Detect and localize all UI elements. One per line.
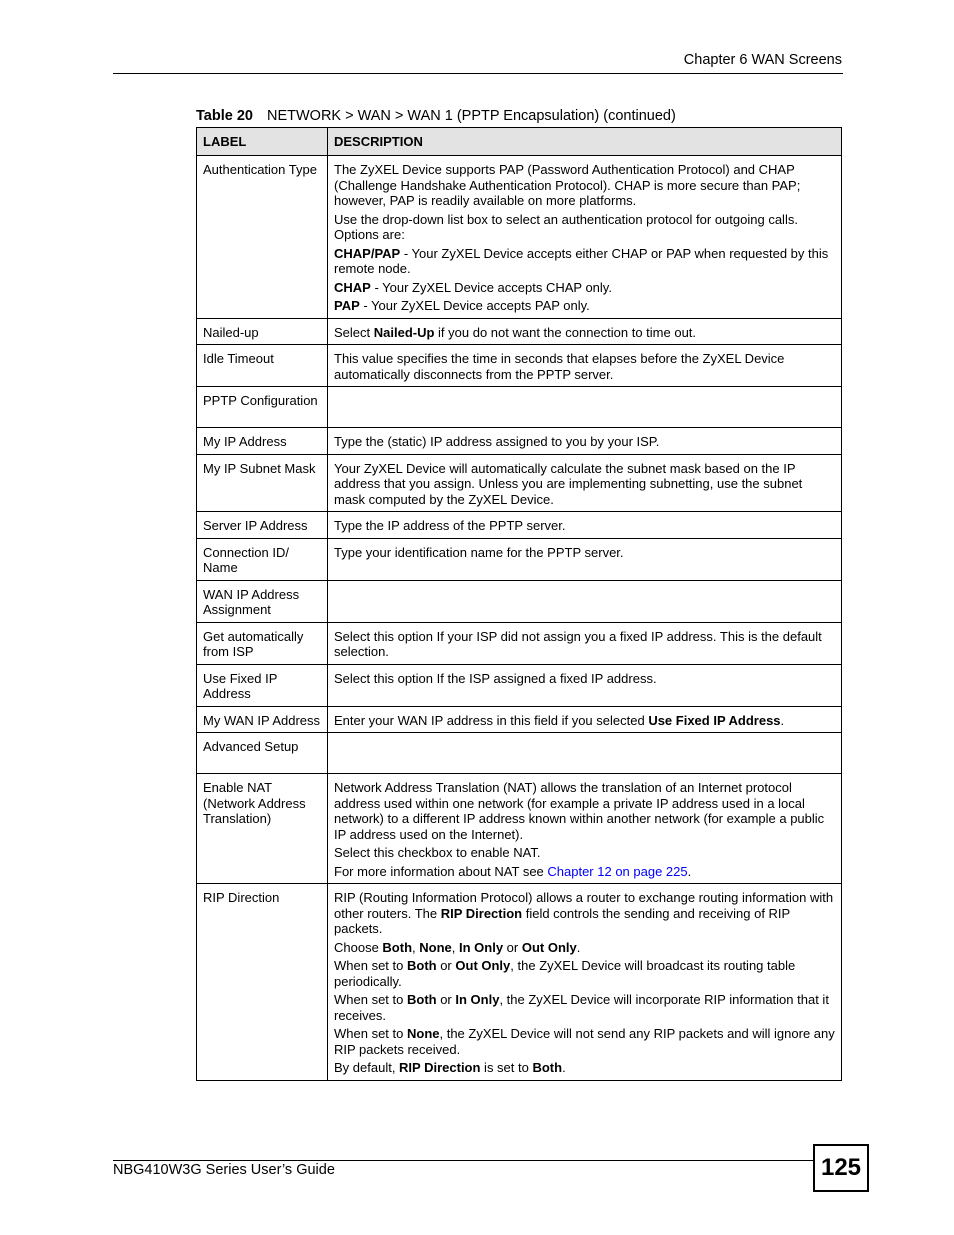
description-paragraph — [334, 958, 835, 989]
description-paragraph — [334, 845, 835, 861]
emphasis-text: CHAP/PAP — [334, 245, 401, 261]
description-paragraph — [334, 298, 835, 314]
emphasis-text: In Only — [455, 992, 500, 1007]
description-text: , the ZyXEL Device will incorporate RIP information that it receives. — [334, 992, 829, 1023]
table-row — [197, 512, 842, 539]
emphasis-text: RIP Direction — [440, 905, 523, 921]
row-description — [328, 884, 842, 1081]
description-paragraph — [334, 325, 835, 341]
description-paragraph — [334, 992, 835, 1023]
description-text: . — [562, 1060, 566, 1075]
emphasis-text: Both — [406, 958, 437, 973]
description-text: Select — [334, 324, 374, 340]
description-text: Network Address Translation (NAT) allows the translation of an Internet protocol address used within one network (for example a private IP address used in a local network) to a different IP address known within another network (for example a public IP address used on the Internet). — [334, 780, 825, 842]
description-text: Type your identification name for the PPTP server. — [334, 544, 624, 560]
table-row — [197, 428, 842, 455]
table-caption — [196, 108, 676, 124]
description-paragraph — [334, 351, 835, 382]
row-label: Use Fixed IP Address — [197, 664, 328, 706]
column-header-description: DESCRIPTION — [328, 128, 842, 156]
row-description — [328, 538, 842, 580]
header-divider — [113, 73, 843, 74]
description-paragraph — [334, 890, 835, 937]
description-paragraph — [334, 1060, 835, 1076]
table-body — [197, 156, 842, 1081]
description-text: Type the IP address of the PPTP server. — [334, 518, 566, 533]
emphasis-text: Both — [532, 1060, 563, 1075]
description-paragraph — [334, 780, 835, 842]
row-label: RIP Direction — [197, 884, 328, 1081]
description-text: When set to — [334, 992, 407, 1007]
emphasis-text: Both — [382, 939, 413, 955]
description-text: - Your ZyXEL Device accepts either CHAP or PAP when requested by this remote node. — [334, 245, 829, 276]
description-paragraph — [334, 162, 835, 209]
row-description — [328, 318, 842, 345]
table-row — [197, 387, 842, 428]
description-text: , the ZyXEL Device will broadcast its routing table periodically. — [334, 958, 796, 989]
emphasis-text: PAP — [334, 298, 360, 313]
emphasis-text: None — [419, 939, 452, 955]
description-paragraph — [334, 1026, 835, 1057]
row-label: Enable NAT (Network Address Translation) — [197, 774, 328, 884]
description-text: This value specifies the time in seconds that elapses before the ZyXEL Device automatically disconnects from the PPTP server. — [334, 351, 785, 382]
description-text: or — [436, 992, 456, 1007]
cross-reference-link[interactable]: Chapter 12 on page 225 — [547, 863, 688, 879]
table-row — [197, 706, 842, 733]
row-label: Server IP Address — [197, 512, 328, 539]
row-label: Nailed-up — [197, 318, 328, 345]
description-paragraph — [334, 629, 835, 660]
row-description — [328, 512, 842, 539]
description-text: Select this option If the ISP assigned a fixed IP address. — [334, 670, 657, 686]
guide-title: NBG410W3G Series User’s Guide — [113, 1162, 335, 1178]
description-paragraph — [334, 545, 835, 561]
row-label: Get automatically from ISP — [197, 622, 328, 664]
row-description — [328, 622, 842, 664]
description-paragraph — [334, 461, 835, 508]
table-row — [197, 622, 842, 664]
description-text: Type the (static) IP address assigned to you by your ISP. — [334, 434, 660, 449]
row-label: Advanced Setup — [197, 733, 328, 774]
table-row — [197, 774, 842, 884]
column-header-label: LABEL — [197, 128, 328, 156]
table-row — [197, 156, 842, 319]
description-text: is set to — [480, 1060, 533, 1075]
description-paragraph — [334, 434, 835, 450]
emphasis-text: None — [406, 1026, 440, 1041]
chapter-header: Chapter 6 WAN Screens — [683, 52, 842, 68]
description-text: , the ZyXEL Device will not send any RIP packets and will ignore any RIP packets received. — [334, 1026, 835, 1057]
row-label: WAN IP Address Assignment — [197, 580, 328, 622]
row-label: Authentication Type — [197, 156, 328, 319]
row-description — [328, 454, 842, 512]
description-paragraph — [334, 864, 835, 880]
description-text: . — [687, 863, 692, 879]
row-label: My WAN IP Address — [197, 706, 328, 733]
description-text: - Your ZyXEL Device accepts PAP only. — [359, 298, 590, 313]
description-text: or — [503, 939, 522, 955]
row-description — [328, 733, 842, 774]
table-row — [197, 318, 842, 345]
emphasis-text: Out Only — [455, 958, 511, 973]
emphasis-text: Both — [406, 992, 437, 1007]
description-text: - Your ZyXEL Device accepts CHAP only. — [370, 279, 612, 295]
row-description — [328, 156, 842, 319]
description-text: By default, — [334, 1060, 400, 1075]
description-text: . — [780, 712, 785, 728]
emphasis-text: Out Only — [521, 939, 577, 955]
footer-divider — [113, 1160, 813, 1161]
description-paragraph — [334, 713, 835, 729]
emphasis-text: Nailed-Up — [373, 324, 435, 340]
row-description — [328, 428, 842, 455]
emphasis-text: In Only — [459, 939, 504, 955]
table-row — [197, 454, 842, 512]
description-paragraph — [334, 671, 835, 687]
table-number: Table 20 — [196, 108, 253, 124]
row-description — [328, 387, 842, 428]
row-description — [328, 664, 842, 706]
row-label: Connection ID/ Name — [197, 538, 328, 580]
row-label: Idle Timeout — [197, 345, 328, 387]
description-paragraph — [334, 280, 835, 296]
page-number: 125 — [813, 1144, 869, 1192]
table-row — [197, 733, 842, 774]
row-label: PPTP Configuration — [197, 387, 328, 428]
emphasis-text: Use Fixed IP Address — [648, 712, 781, 728]
table-row — [197, 345, 842, 387]
emphasis-text: RIP Direction — [399, 1060, 481, 1075]
description-text: field controls the sending and receiving of RIP packets. — [334, 905, 790, 936]
description-text: Use the drop-down list box to select an authentication protocol for outgoing calls. Options are: — [334, 211, 798, 242]
description-text: or — [436, 958, 456, 973]
description-text: Choose — [334, 939, 383, 955]
table-caption-text: NETWORK > WAN > WAN 1 (PPTP Encapsulation) (continued) — [266, 108, 676, 124]
emphasis-text: CHAP — [334, 279, 371, 295]
row-description — [328, 580, 842, 622]
description-text: Select this checkbox to enable NAT. — [334, 845, 541, 860]
description-table — [196, 127, 842, 1081]
description-text: When set to — [334, 1026, 407, 1041]
description-text: The ZyXEL Device supports PAP (Password Authentication Protocol) and CHAP (Challenge Handshake Authentication Protocol). CHAP is more secure than PAP; however, PAP is readily available on more platforms. — [334, 162, 801, 208]
description-paragraph — [334, 518, 835, 534]
description-text: , — [412, 939, 420, 955]
description-paragraph — [334, 212, 835, 243]
description-text: Select this option If your ISP did not assign you a fixed IP address. This is the default selection. — [334, 628, 822, 659]
row-description — [328, 706, 842, 733]
description-text: Enter your WAN IP address in this field if you selected — [334, 712, 649, 728]
description-text: if you do not want the connection to time out. — [434, 324, 697, 340]
table-row — [197, 580, 842, 622]
row-description — [328, 345, 842, 387]
description-text: RIP (Routing Information Protocol) allows a router to exchange routing information with other routers. The — [334, 890, 834, 921]
table-row — [197, 538, 842, 580]
description-text: , — [451, 939, 459, 955]
table-row — [197, 884, 842, 1081]
table-header-row — [197, 128, 842, 156]
description-text: . — [576, 939, 581, 955]
description-text: When set to — [334, 958, 407, 973]
description-text: For more information about NAT see — [334, 863, 548, 879]
row-label: My IP Subnet Mask — [197, 454, 328, 512]
description-text: Your ZyXEL Device will automatically calculate the subnet mask based on the IP address that you assign. Unless you are implementing subnetting, use the subnet mask computed by the ZyXEL Device. — [334, 460, 803, 507]
description-paragraph — [334, 940, 835, 956]
row-description — [328, 774, 842, 884]
description-paragraph — [334, 246, 835, 277]
table-row — [197, 664, 842, 706]
row-label: My IP Address — [197, 428, 328, 455]
